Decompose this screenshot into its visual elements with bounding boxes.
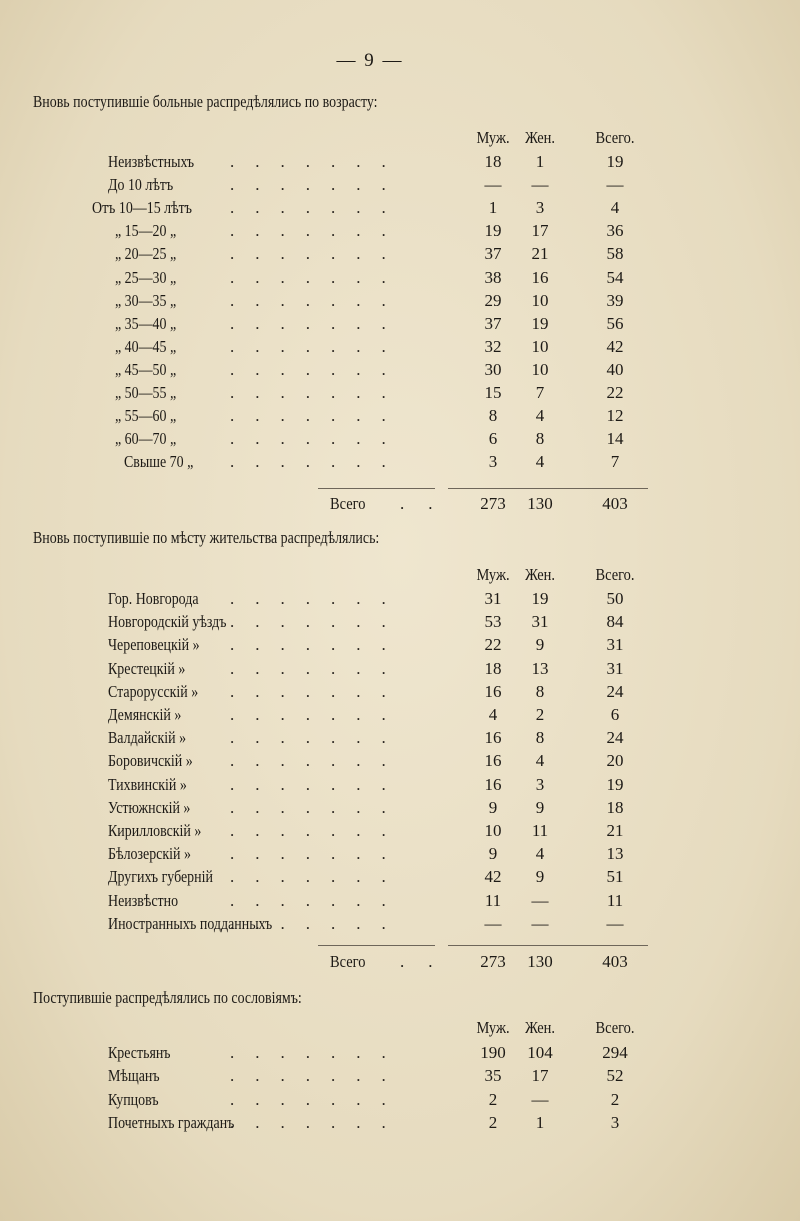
dot-leader: ....... [230, 313, 407, 333]
men-value: 16 [484, 751, 502, 771]
dot-leader: ....... [230, 635, 407, 655]
col-women: Жен. [525, 1018, 555, 1037]
dot-leader: ....... [230, 612, 407, 632]
col-women: Жен. [525, 128, 555, 147]
men-value: 30 [484, 359, 502, 379]
table-row [0, 589, 800, 613]
row-label: Новгородскій уѣздъ [108, 612, 227, 632]
age-section-title: Вновь поступившіе больные распредѣлялись по возрасту: [33, 92, 378, 111]
total-value: 21 [606, 821, 624, 840]
women-value: 9 [535, 797, 545, 817]
dot-leader: ....... [230, 1113, 407, 1133]
estate-section-title: Поступившіе распредѣлялись по сословіямъ: [33, 988, 302, 1007]
dot-leader: ....... [230, 1043, 407, 1062]
dot-leader: ....... [230, 221, 407, 241]
table-row [0, 452, 800, 476]
dot-leader: ....... [230, 175, 407, 195]
col-women: Жен. [525, 565, 555, 584]
row-label: Купцовъ [108, 1089, 159, 1109]
table-row [0, 844, 800, 868]
col-men: Муж. [476, 1018, 510, 1037]
sum-rule [448, 945, 648, 946]
table-row [0, 360, 800, 384]
row-label: До 10 лѣтъ [108, 175, 174, 195]
row-label: Боровичскій » [108, 751, 193, 771]
men-value: 16 [484, 681, 502, 701]
women-value: 9 [535, 867, 545, 887]
row-label: Неизвѣстныхъ [108, 152, 195, 171]
row-label: „ 25—30 „ [115, 267, 177, 287]
women-value: 3 [535, 774, 545, 794]
men-value: 29 [484, 290, 502, 310]
table-row [0, 635, 800, 659]
dot-leader: ....... [230, 406, 407, 426]
women-value: 9 [535, 635, 545, 655]
row-label: „ 50—55 „ [115, 383, 177, 402]
dot-leader: ....... [230, 1066, 407, 1086]
total-value: 31 [606, 658, 624, 678]
women-value: 8 [535, 429, 545, 449]
men-value: 37 [484, 244, 502, 264]
table-row [0, 914, 800, 938]
women-value: 1 [535, 1113, 545, 1133]
total-value: — [606, 913, 624, 933]
total-value: 40 [606, 359, 624, 379]
row-label: „ 15—20 „ [115, 221, 177, 241]
men-value: 16 [484, 728, 502, 748]
table-row [0, 821, 800, 845]
women-value: 3 [535, 198, 545, 218]
total-value: 24 [606, 728, 624, 748]
men-value: 11 [484, 890, 502, 910]
dot-leader: ....... [230, 589, 407, 608]
row-label: Почетныхъ гражданъ [108, 1113, 235, 1133]
total-value: 19 [606, 774, 624, 794]
table-row [0, 705, 800, 729]
table-row [0, 291, 800, 315]
dot-leader: ....... [230, 336, 407, 356]
men-value: 4 [488, 705, 498, 724]
men-value: 38 [484, 267, 502, 287]
page-number: — 9 — [336, 50, 404, 71]
table-row [0, 751, 800, 775]
dot-leader: ....... [230, 890, 407, 910]
men-value: 42 [484, 867, 502, 887]
total-value: 7 [610, 452, 620, 472]
col-men: Муж. [476, 565, 510, 584]
women-value: 10 [531, 290, 549, 310]
men-value: 53 [484, 612, 502, 632]
total-value: 39 [606, 290, 624, 310]
men-value: 18 [484, 658, 502, 678]
total-value: 2 [610, 1089, 620, 1109]
total-women: 130 [527, 494, 553, 513]
men-value: — [484, 913, 502, 933]
women-value: 17 [531, 221, 549, 241]
table-row [0, 383, 800, 407]
dot-leader: ....... [230, 152, 407, 171]
row-label: Валдайскій » [108, 728, 187, 748]
dot-leader: ....... [230, 797, 407, 817]
men-value: 8 [488, 406, 498, 426]
row-label: „ 35—40 „ [115, 313, 177, 333]
women-value: 1 [535, 152, 545, 171]
total-value: 20 [606, 751, 624, 771]
col-men: Муж. [476, 128, 510, 147]
estate-column-header [0, 1018, 800, 1042]
total-value: 294 [602, 1043, 628, 1062]
women-value: 4 [535, 406, 545, 426]
row-label: Крестьянъ [108, 1043, 171, 1062]
table-row [0, 798, 800, 822]
women-value: 4 [535, 844, 545, 864]
total-all: 403 [602, 952, 628, 971]
table-row [0, 891, 800, 915]
table-row [0, 612, 800, 636]
residence-total-row [0, 952, 800, 976]
row-label: Устюжнскій » [108, 797, 191, 817]
row-label: Крестецкій » [108, 658, 186, 678]
row-label: „ 55—60 „ [115, 406, 177, 426]
residence-section-title: Вновь поступившіе по мѣсту жительства распредѣлялись: [33, 528, 380, 547]
table-row [0, 152, 800, 176]
women-value: 7 [535, 383, 545, 402]
table-row [0, 429, 800, 453]
table-row [0, 659, 800, 683]
men-value: 18 [484, 152, 502, 171]
dot-leader: ....... [230, 821, 407, 840]
men-value: 6 [488, 429, 498, 449]
men-value: 2 [488, 1113, 498, 1133]
row-label: Старорусскій » [108, 681, 199, 701]
dot-leader: ....... [230, 728, 407, 748]
table-row [0, 406, 800, 430]
dot-leader: ....... [230, 1089, 407, 1109]
total-label: Всего [330, 494, 366, 513]
table-row [0, 775, 800, 799]
total-value: 13 [606, 844, 624, 864]
table-row [0, 314, 800, 338]
women-value: — [531, 913, 549, 933]
women-value: 2 [535, 705, 545, 724]
men-value: 2 [488, 1089, 498, 1109]
dot-leader: ....... [230, 913, 407, 933]
total-women: 130 [527, 952, 553, 971]
women-value: 17 [531, 1066, 549, 1086]
women-value: 11 [531, 821, 549, 840]
row-label: „ 30—35 „ [115, 290, 177, 310]
total-men: 273 [480, 494, 506, 513]
total-value: 12 [606, 406, 624, 426]
col-total: Всего. [595, 565, 635, 584]
row-label: Кирилловскій » [108, 821, 202, 840]
table-row [0, 867, 800, 891]
table-row [0, 682, 800, 706]
total-label: Всего [330, 952, 366, 971]
row-label: „ 40—45 „ [115, 336, 177, 356]
dot-leader: ....... [230, 774, 407, 794]
dot-leader: ....... [230, 198, 407, 218]
dot-leader: ....... [230, 751, 407, 771]
men-value: 37 [484, 313, 502, 333]
row-label: „ 20—25 „ [115, 244, 177, 264]
total-value: 50 [606, 589, 624, 608]
total-value: 4 [610, 198, 620, 218]
row-label: Тихвинскій » [108, 774, 187, 794]
row-label: Демянскій » [108, 705, 182, 724]
women-value: 19 [531, 313, 549, 333]
dot-leader: ....... [230, 383, 407, 402]
dot-leader: ....... [230, 267, 407, 287]
women-value: 10 [531, 336, 549, 356]
men-value: 15 [484, 383, 502, 402]
women-value: 31 [531, 612, 549, 632]
men-value: 9 [488, 844, 498, 864]
row-label: Отъ 10—15 лѣтъ [92, 198, 192, 218]
men-value: — [484, 175, 502, 195]
dot-leader: ....... [230, 244, 407, 264]
total-value: 22 [606, 383, 624, 402]
men-value: 190 [480, 1043, 506, 1062]
row-label: „ 45—50 „ [115, 359, 177, 379]
row-label: Бѣлозерскій » [108, 844, 191, 864]
table-row [0, 1043, 800, 1067]
row-label: „ 60—70 „ [115, 429, 177, 449]
residence-column-header [0, 565, 800, 589]
total-value: 54 [606, 267, 624, 287]
table-row [0, 175, 800, 199]
dot-leader: ....... [230, 290, 407, 310]
total-value: 42 [606, 336, 624, 356]
total-value: — [606, 175, 624, 195]
total-value: 19 [606, 152, 624, 171]
women-value: 8 [535, 681, 545, 701]
women-value: 16 [531, 267, 549, 287]
table-row [0, 1066, 800, 1090]
sum-rule [448, 488, 648, 489]
total-value: 52 [606, 1066, 624, 1086]
col-total: Всего. [595, 128, 635, 147]
dot-leader: ....... [230, 429, 407, 449]
total-value: 56 [606, 313, 624, 333]
sum-rule [318, 488, 435, 489]
men-value: 31 [484, 589, 502, 608]
total-value: 58 [606, 244, 624, 264]
women-value: 8 [535, 728, 545, 748]
men-value: 35 [484, 1066, 502, 1086]
row-label: Череповецкій » [108, 635, 200, 655]
women-value: 13 [531, 658, 549, 678]
men-value: 10 [484, 821, 502, 840]
men-value: 19 [484, 221, 502, 241]
table-row [0, 268, 800, 292]
total-leader: .. [400, 494, 457, 513]
total-value: 31 [606, 635, 624, 655]
table-row [0, 221, 800, 245]
men-value: 16 [484, 774, 502, 794]
table-row [0, 1113, 800, 1137]
women-value: 19 [531, 589, 549, 608]
women-value: 10 [531, 359, 549, 379]
total-value: 11 [606, 890, 624, 910]
total-men: 273 [480, 952, 506, 971]
sum-rule [318, 945, 435, 946]
table-row [0, 337, 800, 361]
women-value: 21 [531, 244, 549, 264]
row-label: Гор. Новгорода [108, 589, 199, 608]
men-value: 32 [484, 336, 502, 356]
total-all: 403 [602, 494, 628, 513]
men-value: 1 [488, 198, 498, 218]
total-value: 6 [610, 705, 620, 724]
total-value: 3 [610, 1113, 620, 1133]
total-leader: .. [400, 952, 457, 971]
total-value: 14 [606, 429, 624, 449]
col-total: Всего. [595, 1018, 635, 1037]
men-value: 9 [488, 797, 498, 817]
total-value: 24 [606, 681, 624, 701]
women-value: — [531, 890, 549, 910]
row-label: Свыше 70 „ [124, 452, 194, 472]
women-value: 4 [535, 452, 545, 472]
total-value: 84 [606, 612, 624, 632]
table-row [0, 198, 800, 222]
table-row [0, 244, 800, 268]
total-value: 18 [606, 797, 624, 817]
women-value: — [531, 175, 549, 195]
dot-leader: ....... [230, 844, 407, 864]
total-value: 36 [606, 221, 624, 241]
age-total-row [0, 494, 800, 518]
men-value: 3 [488, 452, 498, 472]
row-label: Неизвѣстно [108, 890, 179, 910]
women-value: 4 [535, 751, 545, 771]
total-value: 51 [606, 867, 624, 887]
women-value: 104 [527, 1043, 553, 1062]
dot-leader: ....... [230, 658, 407, 678]
dot-leader: ....... [230, 867, 407, 887]
table-row [0, 728, 800, 752]
age-column-header [0, 128, 800, 152]
row-label: Мѣщанъ [108, 1066, 160, 1086]
dot-leader: ....... [230, 705, 407, 724]
women-value: — [531, 1089, 549, 1109]
men-value: 22 [484, 635, 502, 655]
table-row [0, 1090, 800, 1114]
dot-leader: ....... [230, 681, 407, 701]
row-label: Другихъ губерній [108, 867, 213, 887]
dot-leader: ....... [230, 452, 407, 472]
row-label: Иностранныхъ подданныхъ [108, 913, 273, 933]
dot-leader: ....... [230, 359, 407, 379]
